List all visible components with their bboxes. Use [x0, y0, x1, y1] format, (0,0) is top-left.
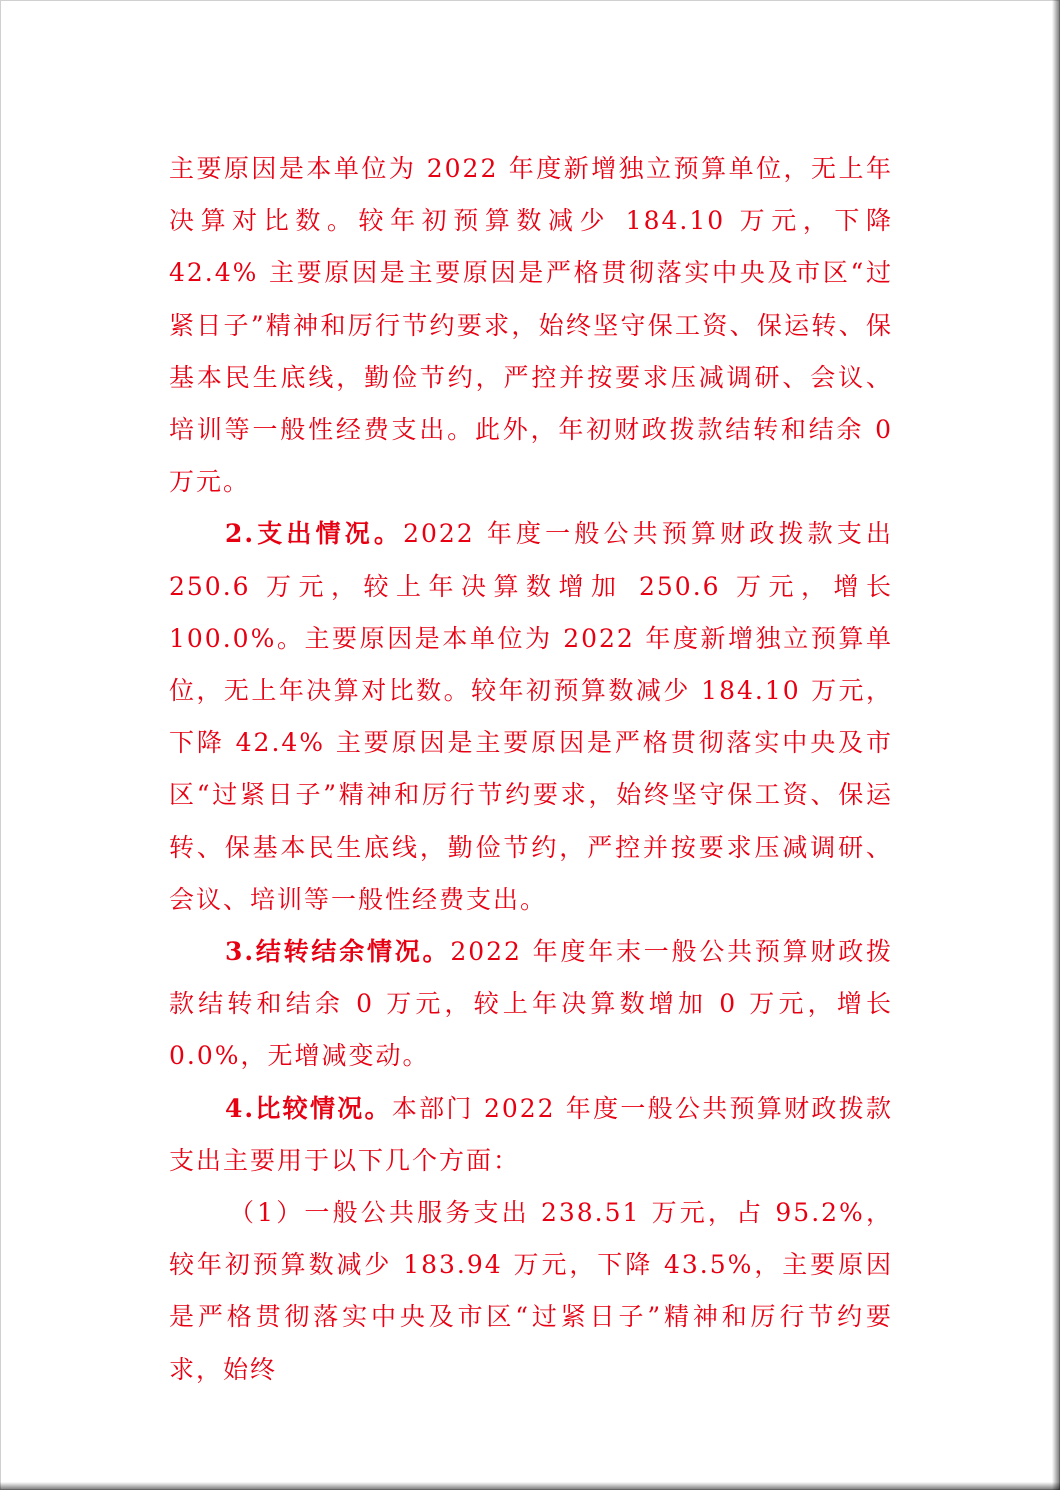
heading-expenditure: 2.支出情况。 [225, 519, 404, 549]
page-shadow-bottom [0, 1482, 1060, 1490]
paragraph-carryover-text: 2022 年度年末一般公共预算财政拨款结转和结余 0 万元，较上年决算数增加 0 万元，增长 0.0%，无增减变动。 [169, 937, 893, 1071]
paragraph-expenditure-text: 2022 年度一般公共预算财政拨款支出 250.6 万元，较上年决算数增加 250.6 万元，增长 100.0%。主要原因是本单位为 2022 年度新增独立预算单位，无上年决算对比数。较年初预算数减少 184.10 万元，下降 42.4% 主要原因是主要原因是严格贯彻落实中央及市区“过紧日子”精神和厉行节约要求，始终坚守保工资、保运转、保基本民生底线，勤俭节约，严控并按要求压减调研、会议、培训等一般性经费支出。 [169, 519, 893, 914]
page-shadow-right [1052, 0, 1060, 1490]
paragraph-funding-reason: 主要原因是本单位为 2022 年度新增独立预算单位，无上年决算对比数。较年初预算数减少 184.10 万元，下降 42.4% 主要原因是主要原因是严格贯彻落实中央及市区“过紧日子”精神和厉行节约要求，始终坚守保工资、保运转、保基本民生底线，勤俭节约，严控并按要求压减调研、会议、培训等一般性经费支出。此外，年初财政拨款结转和结余 0 万元。 [169, 154, 893, 497]
heading-comparison: 4.比较情况。 [225, 1093, 392, 1123]
document-body [169, 143, 893, 1396]
paragraph-comparison [169, 1083, 893, 1187]
paragraph-general-services: （1）一般公共服务支出 238.51 万元，占 95.2%，较年初预算数减少 183.94 万元，下降 43.5%，主要原因是严格贯彻落实中央及市区“过紧日子”精神和厉行节约要求，始终 [169, 1198, 893, 1384]
heading-carryover: 3.结转结余情况。 [225, 937, 451, 967]
paragraph-expenditure [169, 508, 893, 926]
paragraph-comparison-text: 本部门 2022 年度一般公共预算财政拨款支出主要用于以下几个方面： [169, 1093, 893, 1175]
paragraph-carryover [169, 926, 893, 1083]
